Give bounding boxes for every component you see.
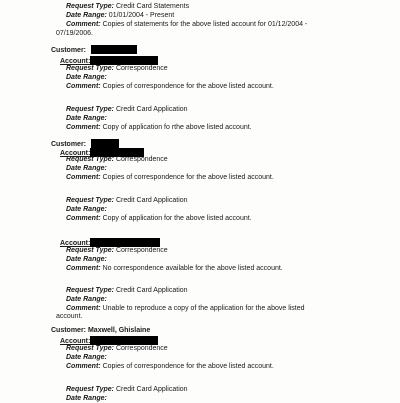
request-type-line: [66, 3, 189, 11]
comment-line: [66, 174, 274, 182]
request-type-line: [66, 287, 188, 295]
request-type-label: Request Type:: [66, 345, 114, 352]
request-type-value: Credit Card Application: [115, 287, 188, 294]
request-type-value: Credit Card Statements: [115, 3, 190, 10]
account-label: Account:: [60, 338, 91, 345]
date-range-line: [66, 296, 107, 304]
comment-value: Copies of correspondence for the above listed account.: [102, 174, 274, 181]
redacted-account-number: [90, 238, 160, 247]
comment-value: Unable to reproduce a copy of the application for the above listed: [102, 305, 305, 312]
request-type-label: Request Type:: [66, 106, 114, 113]
request-type-value: Credit Card Application: [115, 386, 188, 393]
request-type-value: Credit Card Application: [115, 197, 188, 204]
redacted-account-number: [90, 56, 158, 65]
comment-label: Comment:: [66, 21, 101, 28]
request-type-line: [66, 197, 188, 205]
comment-value-cont: account.: [56, 313, 83, 320]
date-range-line: [66, 74, 107, 82]
request-type-line: [66, 386, 188, 394]
date-range-label: Date Range:: [66, 206, 107, 213]
comment-label: Comment:: [66, 124, 101, 131]
date-range-label: Date Range:: [66, 296, 107, 303]
redacted-customer-name: [91, 139, 119, 148]
date-range-label: Date Range:: [66, 165, 107, 172]
comment-value: No correspondence available for the above listed account.: [102, 265, 283, 272]
date-range-line: [66, 165, 107, 173]
comment-line: [66, 215, 252, 223]
comment-value: Copies of correspondence for the above listed account.: [102, 83, 274, 90]
account-line: [60, 238, 160, 246]
comment-line: [66, 265, 283, 273]
date-range-label: Date Range:: [66, 74, 107, 81]
date-range-label: Date Range:: [66, 12, 107, 19]
request-type-value: Credit Card Application: [115, 106, 188, 113]
comment-label: Comment:: [66, 174, 101, 181]
request-type-line: [66, 65, 168, 73]
date-range-line: [66, 354, 107, 362]
request-type-line: [66, 345, 168, 353]
comment-label: Comment:: [66, 265, 101, 272]
comment-value: Copy of application fo rthe above listed account.: [102, 124, 252, 131]
request-type-value: Correspondence: [115, 247, 168, 254]
customer-label: Customer:: [51, 47, 87, 54]
comment-label: Comment:: [66, 83, 101, 90]
request-type-label: Request Type:: [66, 156, 114, 163]
request-type-value: Correspondence: [115, 156, 168, 163]
date-range-line: [66, 395, 107, 403]
customer-line: [51, 327, 150, 335]
request-type-line: [66, 106, 188, 114]
customer-name: Maxwell, Ghislaine: [87, 327, 151, 334]
comment-label: Comment:: [66, 305, 101, 312]
request-type-label: Request Type:: [66, 386, 114, 393]
account-label: Account:: [60, 150, 91, 157]
account-label: Account:: [60, 240, 91, 247]
comment-value: Copy of application for the above listed account.: [102, 215, 252, 222]
date-range-line: [66, 115, 107, 123]
request-type-label: Request Type:: [66, 197, 114, 204]
date-range-label: Date Range:: [66, 354, 107, 361]
comment-line: [66, 305, 305, 313]
request-type-label: Request Type:: [66, 65, 114, 72]
request-type-label: Request Type:: [66, 3, 114, 10]
customer-label: Customer:: [51, 141, 87, 148]
redacted-customer-name: [91, 45, 137, 54]
account-line: [60, 336, 158, 344]
request-type-label: Request Type:: [66, 287, 114, 294]
date-range-label: Date Range:: [66, 256, 107, 263]
request-type-value: Correspondence: [115, 345, 168, 352]
customer-label: Customer:: [51, 327, 87, 334]
account-label: Account:: [60, 58, 91, 65]
customer-line: [51, 45, 137, 53]
comment-continuation: [56, 313, 82, 321]
request-type-value: Correspondence: [115, 65, 168, 72]
comment-value-cont: 07/19/2006.: [56, 30, 93, 37]
date-range-line: [66, 12, 174, 20]
comment-value: Copies of correspondence for the above listed account.: [102, 363, 274, 370]
comment-line: [66, 21, 307, 29]
comment-value: Copies of statements for the above listed account for 01/12/2004 -: [102, 21, 308, 28]
account-line: [60, 148, 144, 156]
comment-line: [66, 83, 274, 91]
redacted-account-number: [90, 336, 158, 345]
date-range-line: [66, 256, 107, 264]
comment-line: [66, 124, 252, 132]
request-type-line: [66, 156, 168, 164]
comment-label: Comment:: [66, 215, 101, 222]
comment-line: [66, 363, 274, 371]
date-range-label: Date Range:: [66, 395, 107, 402]
request-type-line: [66, 247, 168, 255]
account-line: [60, 56, 158, 64]
customer-line: [51, 139, 119, 147]
date-range-label: Date Range:: [66, 115, 107, 122]
date-range-line: [66, 206, 107, 214]
request-type-label: Request Type:: [66, 247, 114, 254]
date-range-value: 01/01/2004 - Present: [108, 12, 175, 19]
comment-label: Comment:: [66, 363, 101, 370]
comment-continuation: [56, 30, 93, 38]
